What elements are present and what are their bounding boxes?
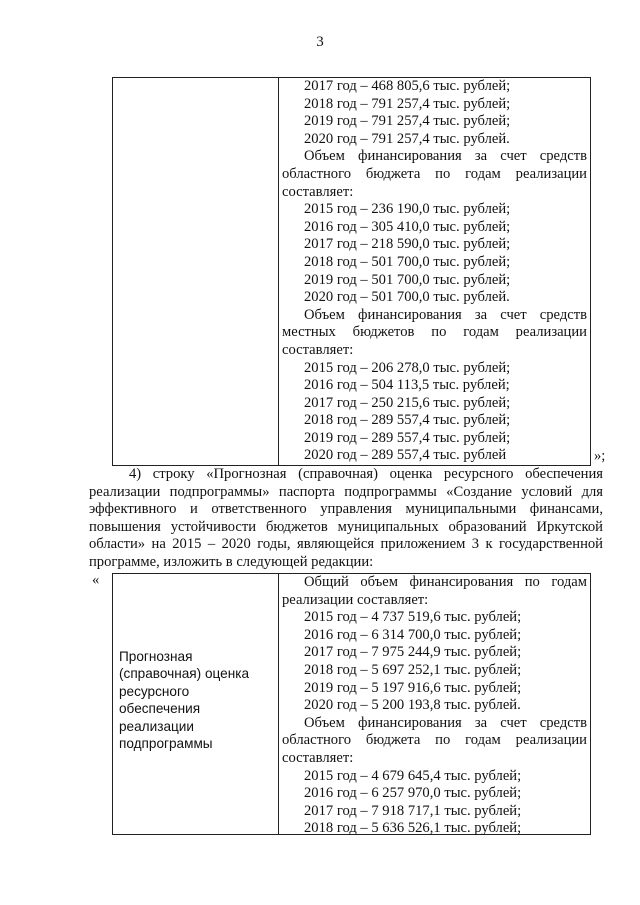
funding-text-line: местных бюджетов по годам реализации — [282, 324, 587, 341]
funding-year-line: 2017 год – 468 805,6 тыс. рублей; — [304, 78, 511, 94]
funding-year-line: 2015 год – 4 679 645,4 тыс. рублей; — [304, 767, 522, 784]
funding-year-line: 2019 год – 791 257,4 тыс. рублей; — [304, 113, 511, 130]
funding-year-line: 2018 год – 289 557,4 тыс. рублей; — [304, 412, 511, 429]
funding-year-line: 2016 год – 504 113,5 тыс. рублей; — [304, 377, 510, 394]
funding-year-line: 2018 год – 5 697 252,1 тыс. рублей; — [304, 661, 522, 678]
paragraph-line: эффективного и ответственного управления муниципальными финансами, — [89, 501, 603, 518]
funding-year-line: 2016 год – 305 410,0 тыс. рублей; — [304, 218, 511, 235]
funding-year-line: 2017 год – 250 215,6 тыс. рублей; — [304, 394, 511, 411]
label-line: обеспечения — [119, 701, 201, 717]
funding-year-line: 2020 год – 5 200 193,8 тыс. рублей. — [304, 697, 521, 714]
funding-text-line: реализации составляет: — [282, 591, 429, 608]
funding-text-line: областного бюджета по годам реализации — [282, 165, 587, 182]
table-column-divider — [278, 574, 279, 834]
funding-year-line: 2017 год – 218 590,0 тыс. рублей; — [304, 236, 511, 253]
funding-text-line: составляет: — [282, 341, 354, 358]
funding-year-line: 2016 год – 6 314 700,0 тыс. рублей; — [304, 626, 522, 643]
funding-text-line: составляет: — [282, 183, 354, 200]
funding-text-line: Объем финансирования за счет средств — [304, 714, 587, 731]
funding-text-line: Объем финансирования за счет средств — [304, 148, 587, 165]
funding-text-line: Объем финансирования за счет средств — [304, 306, 587, 323]
funding-year-line: 2017 год – 7 975 244,9 тыс. рублей; — [304, 644, 522, 661]
table-column-divider — [278, 78, 279, 465]
funding-year-line: 2019 год – 5 197 916,6 тыс. рублей; — [304, 679, 522, 696]
funding-year-line: 2018 год – 501 700,0 тыс. рублей; — [304, 253, 511, 270]
amendment-paragraph — [89, 466, 603, 572]
funding-year-line: 2016 год – 6 257 970,0 тыс. рублей; — [304, 785, 522, 802]
resource-estimate-label — [119, 648, 274, 752]
funding-text-line: областного бюджета по годам реализации — [282, 732, 587, 749]
funding-year-line: 2019 год – 289 557,4 тыс. рублей; — [304, 429, 511, 446]
funding-year-line: 2020 год – 791 257,4 тыс. рублей. — [304, 130, 510, 147]
table-top-right-cell — [282, 78, 587, 465]
table-bottom-right-cell — [282, 574, 587, 838]
funding-year-line: 2018 год – 791 257,4 тыс. рублей; — [304, 95, 511, 112]
funding-year-line: 2015 год – 236 190,0 тыс. рублей; — [304, 201, 511, 218]
label-line: реализации — [119, 718, 194, 734]
funding-year-line: 2020 год – 289 557,4 тыс. рублей — [304, 447, 507, 464]
label-line: (справочная) оценка — [119, 666, 250, 682]
opening-quote: « — [92, 572, 100, 588]
funding-year-line: 2017 год – 7 918 717,1 тыс. рублей; — [304, 802, 522, 819]
paragraph-line: повышения устойчивости бюджетов муниципальных образований Иркутской — [89, 518, 603, 535]
funding-text-line: Общий объем финансирования по годам — [304, 574, 587, 590]
paragraph-line: программе, изложить в следующей редакции: — [89, 553, 374, 570]
label-line: ресурсного — [119, 683, 190, 699]
funding-text-line: составляет: — [282, 749, 354, 766]
funding-year-line: 2019 год – 501 700,0 тыс. рублей; — [304, 271, 511, 288]
funding-year-line: 2015 год – 206 278,0 тыс. рублей; — [304, 359, 511, 376]
funding-year-line: 2015 год – 4 737 519,6 тыс. рублей; — [304, 609, 522, 626]
page-number: 3 — [316, 34, 324, 50]
paragraph-line: реализации подпрограммы» паспорта подпрограммы «Создание условий для — [89, 483, 603, 500]
funding-year-line: 2018 год – 5 636 526,1 тыс. рублей; — [304, 820, 522, 837]
funding-year-line: 2020 год – 501 700,0 тыс. рублей. — [304, 289, 510, 306]
label-line: Прогнозная — [119, 649, 193, 664]
closing-quote: »; — [594, 448, 606, 464]
paragraph-line: 4) строку «Прогнозная (справочная) оценка ресурсного обеспечения — [129, 466, 603, 482]
paragraph-line: области» на 2015 – 2020 годы, являющейся приложением 3 к государственной — [89, 536, 603, 553]
label-line: подпрограммы — [119, 736, 213, 752]
